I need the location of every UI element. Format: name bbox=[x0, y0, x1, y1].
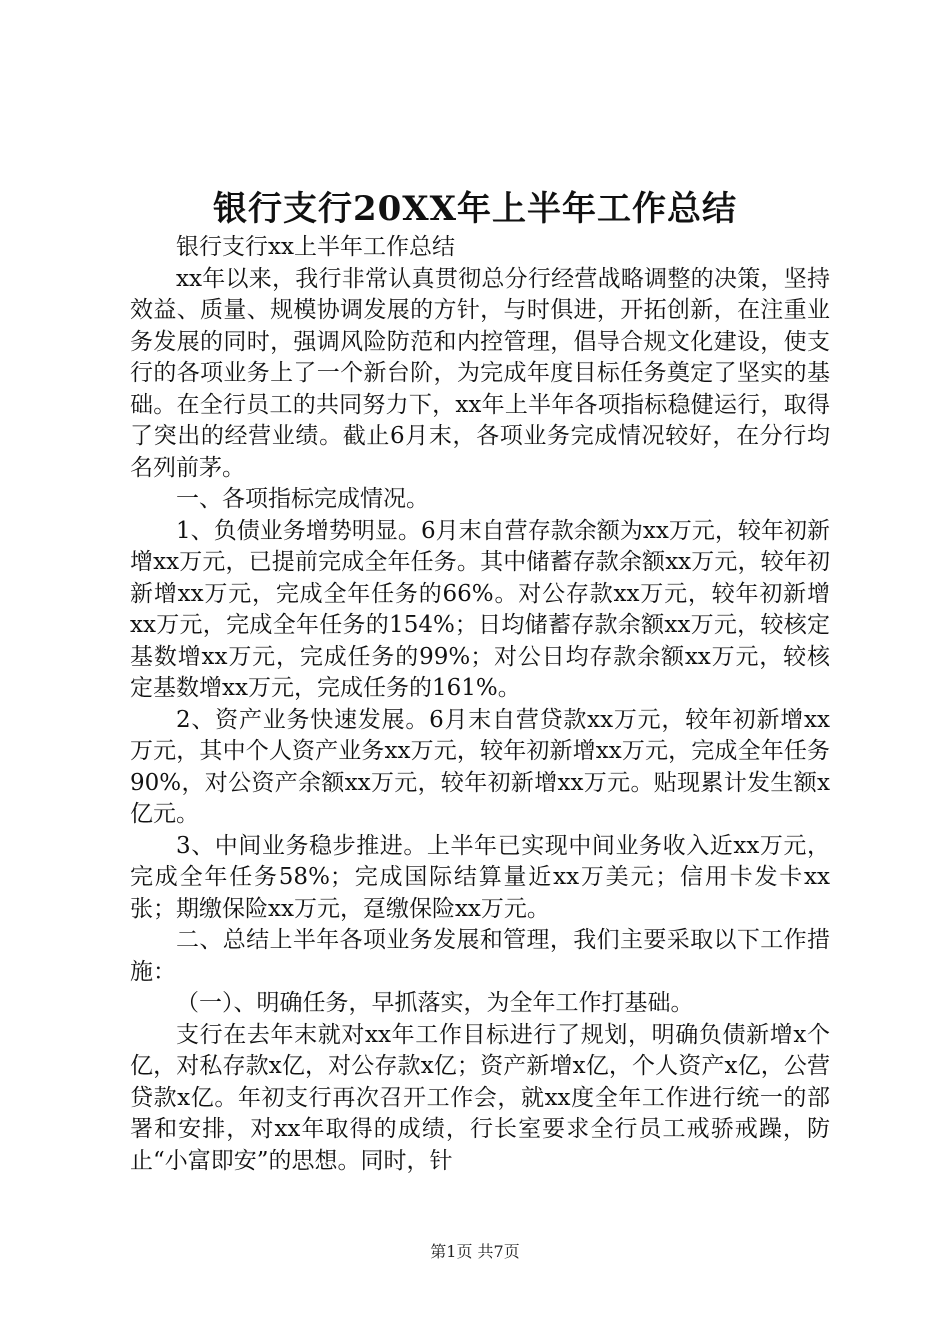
paragraph-liabilities: 1、负债业务增势明显。6月末自营存款余额为xx万元，较年初新增xx万元，已提前完成全年任务。其中储蓄存款余额xx万元，较年初新增xx万元，完成全年任务的66%。对公存款xx万元，较年初新增xx万元，完成全年任务的154%；日均储蓄存款余额xx万元，较核定基数增xx万元，完成任务的99%；对公日均存款余额xx万元，较核定基数增xx万元，完成任务的161%。 bbox=[130, 517, 830, 701]
section-heading-1: 一、各项指标完成情况。 bbox=[176, 486, 429, 512]
paragraph-intermediate-business: 3、中间业务稳步推进。上半年已实现中间业务收入近xx万元，完成全年任务58%；完成国际结算量近xx万美元；信用卡发卡xx张；期缴保险xx万元，趸缴保险xx万元。 bbox=[130, 832, 830, 922]
subsection-heading-1: （一）、明确任务，早抓落实，为全年工作打基础。 bbox=[176, 990, 694, 1016]
paragraph-intro: xx年以来，我行非常认真贯彻总分行经营战略调整的决策，坚持效益、质量、规模协调发展的方针，与时俱进，开拓创新，在注重业务发展的同时，强调风险防范和内控管理，倡导合规文化建设，使支行的各项业务上了一个新台阶，为完成年度目标任务奠定了坚实的基础。在全行员工的共同努力下，xx年上半年各项指标稳健运行，取得了突出的经营业绩。截止6月末，各项业务完成情况较好，在分行均名列前茅。 bbox=[130, 265, 830, 481]
page-number-footer: 第1页 共7页 bbox=[430, 1242, 520, 1261]
document-title: 银行支行20XX年上半年工作总结 bbox=[212, 189, 738, 229]
paragraph-subtitle: 银行支行xx上半年工作总结 bbox=[176, 234, 455, 260]
paragraph-planning: 支行在去年末就对xx年工作目标进行了规划，明确负债新增x个亿，对私存款x亿，对公存款x亿；资产新增x亿，个人资产x亿，公营贷款x亿。年初支行再次召开工作会，就xx度全年工作进行统一的部署和安排，对xx年取得的成绩，行长室要求全行员工戒骄戒躁，防止“小富即安”的思想。同时，针 bbox=[130, 1021, 830, 1174]
document-body bbox=[130, 232, 830, 1177]
section-heading-2: 二、总结上半年各项业务发展和管理，我们主要采取以下工作措施： bbox=[130, 927, 830, 985]
paragraph-assets: 2、资产业务快速发展。6月末自营贷款xx万元，较年初新增xx万元，其中个人资产业务xx万元，较年初新增xx万元，完成全年任务90%，对公资产余额xx万元，较年初新增xx万元。贴现累计发生额x亿元。 bbox=[130, 706, 830, 827]
